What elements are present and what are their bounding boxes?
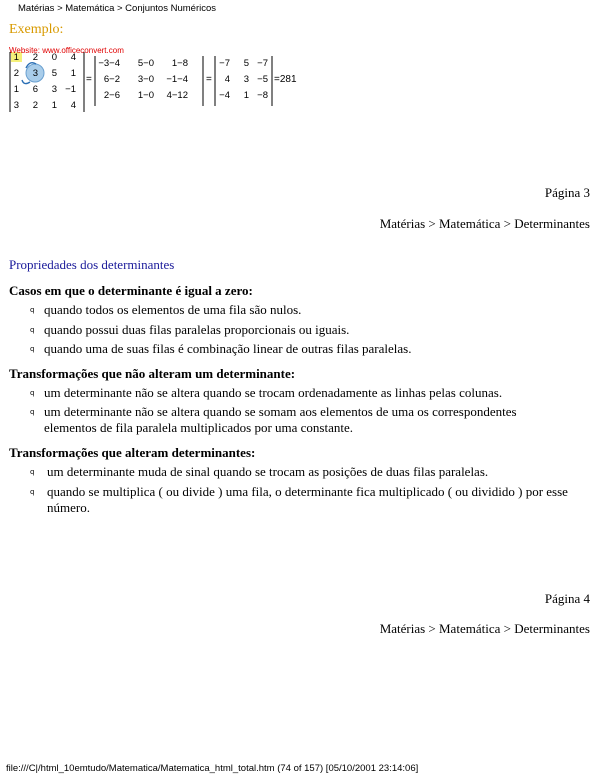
matrix-3x3-b xyxy=(219,58,268,101)
matrix-4x4-cell: 1 xyxy=(13,84,19,95)
matrix-4x4-cell: 6 xyxy=(32,84,38,95)
matrix-3x3-a-cell: 3−0 xyxy=(137,74,154,85)
matrix-3x3-a-cell: 4−12 xyxy=(166,90,188,101)
matrix-4x4-cell: 3 xyxy=(32,68,38,79)
matrix-3x3-a xyxy=(98,58,188,101)
matrix-4x4-cell: 2 xyxy=(32,100,38,111)
matrix-4x4-cell: 4 xyxy=(70,52,76,63)
matrix-3x3-b-cell: −7 xyxy=(219,58,230,69)
heading-zero-cases: Casos em que o determinante é igual a zero: xyxy=(9,283,253,298)
example-label: Exemplo: xyxy=(9,22,64,37)
heading-non-altering: Transformações que não alteram um determinante: xyxy=(9,366,296,381)
matrix-4x4-cell: 4 xyxy=(70,100,76,111)
equals-sign-2: = xyxy=(206,74,212,85)
matrix-3x3-b-cell: −4 xyxy=(219,90,230,101)
matrix-3x3-b-cell: −7 xyxy=(257,58,268,69)
matrix-3x3-b-cell: 1 xyxy=(243,90,249,101)
matrix-3x3-a-cell: 1−0 xyxy=(137,90,154,101)
matrix-4x4-cell: 0 xyxy=(51,52,57,63)
bullet-icon: q xyxy=(30,408,35,416)
section-title: Propriedades dos determinantes xyxy=(9,257,175,272)
matrix-4x4-cell: 1 xyxy=(51,100,57,111)
determinant-example-figure xyxy=(8,48,300,114)
matrix-4x4-cell: −1 xyxy=(65,84,76,95)
heading-altering: Transformações que alteram determinantes: xyxy=(9,445,256,460)
matrix-3x3-a-cell: 5−0 xyxy=(137,58,154,69)
list-item: quando se multiplica ( ou divide ) uma fila, o determinante fica multiplicado ( ou dividido ) por esse número. xyxy=(47,484,568,515)
page-number-3: Página 3 xyxy=(544,185,590,200)
list-item: quando possui duas filas paralelas proporcionais ou iguais. xyxy=(44,322,350,337)
matrix-4x4-cell: 2 xyxy=(32,52,38,63)
matrix-4x4-cell: 1 xyxy=(13,52,19,63)
matrix-3x3-a-cell: 6−2 xyxy=(103,74,120,85)
equals-sign-1: = xyxy=(86,74,92,85)
watermark-text: Website: www.officeconvert.com xyxy=(9,46,124,55)
list-item: um determinante não se altera quando se somam aos elementos de uma os correspondentes elementos de fila paralela multiplicados por uma constante. xyxy=(44,404,517,435)
matrix-3x3-a-cell: −3−4 xyxy=(98,58,120,69)
matrix-3x3-b-cell: −5 xyxy=(257,74,268,85)
breadcrumb-page-3: Matérias > Matemática > Determinantes xyxy=(379,216,590,231)
bullet-icon: q xyxy=(30,326,35,334)
matrix-3x3-a-cell: −1−4 xyxy=(166,74,188,85)
matrix-4x4-cell: 1 xyxy=(70,68,76,79)
top-breadcrumb: Matérias > Matemática > Conjuntos Numéricos xyxy=(18,3,216,14)
bullet-icon: q xyxy=(30,389,35,397)
matrix-4x4-cell: 2 xyxy=(13,68,19,79)
matrix-3x3-a-cell: 1−8 xyxy=(171,58,188,69)
footer-file-path: file:///C|/html_10emtudo/Matematica/Matematica_html_total.htm (74 of 157) [05/10/2001 23:14:06] xyxy=(6,763,419,774)
matrix-3x3-b-cell: −8 xyxy=(257,90,268,101)
bullet-icon: q xyxy=(30,488,35,496)
matrix-3x3-a-cell: 2−6 xyxy=(103,90,120,101)
list-item: um determinante muda de sinal quando se trocam as posições de duas filas paralelas. xyxy=(47,464,489,479)
bullet-icon: q xyxy=(30,468,35,476)
bullet-icon: q xyxy=(30,345,35,353)
determinant-result: =281 xyxy=(274,74,297,85)
list-item: quando uma de suas filas é combinação linear de outras filas paralelas. xyxy=(44,341,412,356)
list-item: quando todos os elementos de uma fila são nulos. xyxy=(44,302,302,317)
page-number-4: Página 4 xyxy=(544,591,590,606)
arrow-curve-icon-2 xyxy=(22,80,30,84)
matrix-3x3-b-cell: 3 xyxy=(243,74,249,85)
matrix-4x4-cell: 3 xyxy=(51,84,57,95)
matrix-4x4-cell: 3 xyxy=(13,100,19,111)
breadcrumb-page-4: Matérias > Matemática > Determinantes xyxy=(379,621,590,636)
matrix-3x3-b-cell: 5 xyxy=(243,58,249,69)
bullet-icon: q xyxy=(30,306,35,314)
matrix-3x3-b-cell: 4 xyxy=(224,74,230,85)
matrix-4x4-cell: 5 xyxy=(51,68,57,79)
list-item: um determinante não se altera quando se trocam ordenadamente as linhas pelas colunas. xyxy=(44,385,503,400)
